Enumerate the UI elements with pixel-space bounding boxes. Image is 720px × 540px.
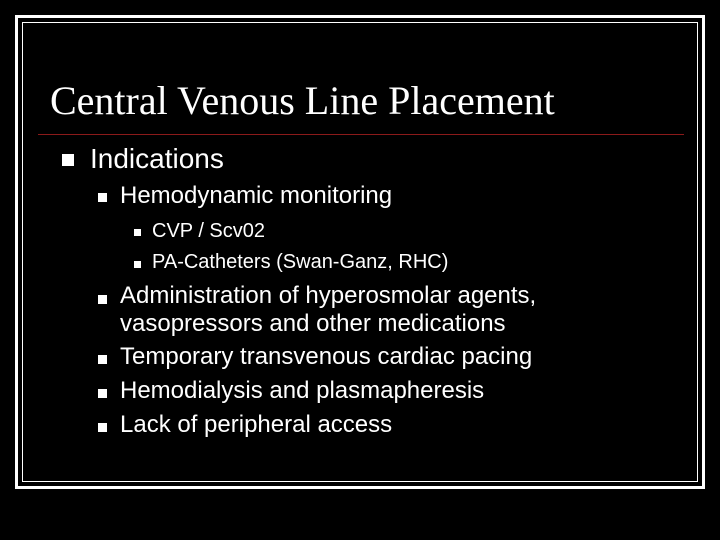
bullet-square-icon: [98, 295, 107, 304]
title-divider: [38, 134, 684, 135]
slide-title: Central Venous Line Placement: [50, 78, 555, 123]
bullet-administration-cont: vasopressors and other medications: [120, 310, 506, 337]
bullet-pacing: Temporary transvenous cardiac pacing: [120, 343, 533, 370]
bullet-administration: Administration of hyperosmolar agents,: [120, 282, 537, 309]
bullet-square-icon: [62, 154, 74, 166]
bullet-indications: Indications: [90, 143, 224, 174]
bullet-pa-catheters: PA-Catheters (Swan-Ganz, RHC): [152, 251, 449, 273]
bullet-square-icon: [98, 355, 107, 364]
bullet-square-icon: [98, 423, 107, 432]
bullet-square-icon: [98, 193, 107, 202]
bullet-peripheral-access: Lack of peripheral access: [120, 411, 393, 438]
bullet-hemodialysis: Hemodialysis and plasmapheresis: [120, 377, 485, 404]
bullet-hemodynamic-monitoring: Hemodynamic monitoring: [120, 182, 393, 209]
bullet-square-icon: [134, 229, 141, 236]
bullet-cvp: CVP / Scv02: [152, 220, 266, 242]
bullet-square-icon: [134, 261, 141, 268]
bullet-square-icon: [98, 389, 107, 398]
